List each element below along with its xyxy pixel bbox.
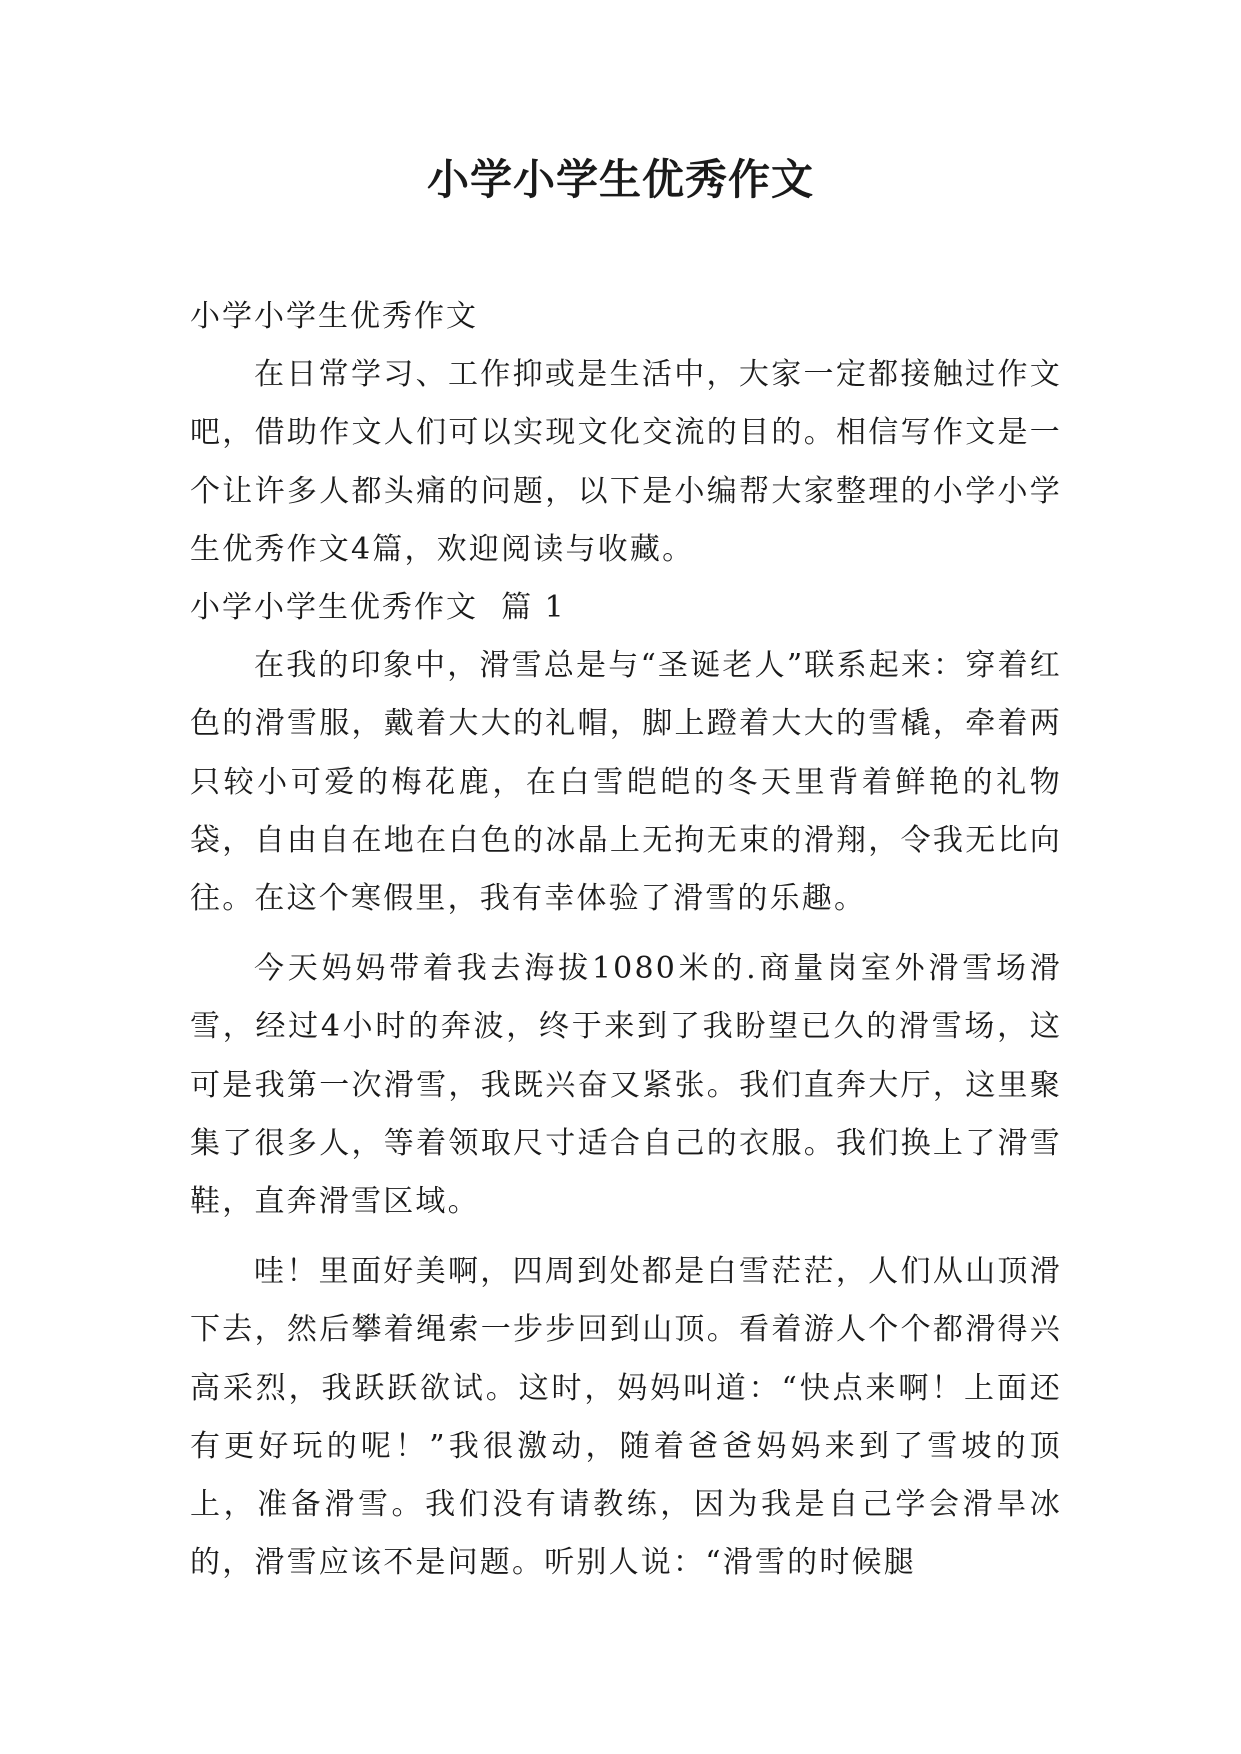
intro-heading: 小学小学生优秀作文 — [190, 299, 478, 334]
intro-paragraph: 在日常学习、工作抑或是生活中，大家一定都接触过作文吧，借助作文人们可以实现文化交流的目的。相信写作文是一个让许多人都头痛的问题，以下是小编帮大家整理的小学小学生优秀作文4篇，欢迎阅读与收藏。 — [190, 357, 1062, 567]
body-paragraph-3: 哇！里面好美啊，四周到处都是白雪茫茫，人们从山顶滑下去，然后攀着绳索一步步回到山顶。看着游人个个都滑得兴高采烈，我跃跃欲试。这时，妈妈叫道：“快点来啊！上面还有更好玩的呢！”我很激动，随着爸爸妈妈来到了雪坡的顶上，准备滑雪。我们没有请教练，因为我是自己学会滑旱冰的，滑雪应该不是问题。听别人说：“滑雪的时候腿 — [190, 1254, 1062, 1581]
section-heading: 小学小学生优秀作文 篇 1 — [190, 590, 566, 626]
body-paragraph-1: 在我的印象中，滑雪总是与“圣诞老人”联系起来：穿着红色的滑雪服，戴着大大的礼帽，脚上蹬着大大的雪橇，牵着两只较小可爱的梅花鹿，在白雪皑皑的冬天里背着鲜艳的礼物袋，自由自在地在白色的冰晶上无拘无束的滑翔，令我无比向往。在这个寒假里，我有幸体验了滑雪的乐趣。 — [190, 648, 1062, 917]
document-body — [190, 288, 1062, 1592]
document-title: 小学小学生优秀作文 — [426, 155, 814, 204]
body-paragraph-2: 今天妈妈带着我去海拔1080米的.商量岗室外滑雪场滑雪，经过4小时的奔波，终于来到了我盼望已久的滑雪场，这可是我第一次滑雪，我既兴奋又紧张。我们直奔大厅，这里聚集了很多人，等着领取尺寸适合自己的衣服。我们换上了滑雪鞋，直奔滑雪区域。 — [190, 951, 1062, 1220]
